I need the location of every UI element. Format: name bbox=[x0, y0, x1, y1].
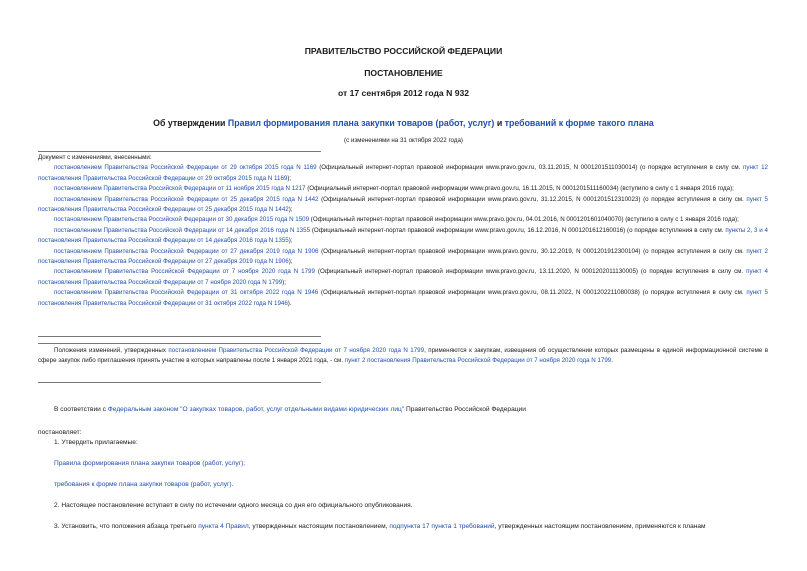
item-3 bbox=[38, 522, 768, 533]
requirements-subpoint17-link[interactable]: подпункта 17 пункта 1 требований bbox=[389, 523, 495, 530]
amendment-text: (Официальный интернет-портал правовой информации www.pravo.gov.ru, 13.11.2020, N 0001202011130005) (о порядке вступления в силу см. bbox=[314, 268, 747, 276]
date-number-heading: от 17 сентября 2012 года N 932 bbox=[337, 88, 470, 98]
title-prefix: Об утверждении bbox=[153, 118, 228, 128]
item-1: 1. Утвердить прилагаемые: bbox=[54, 439, 138, 446]
decrees-label: постановляет: bbox=[38, 429, 82, 436]
revision-status: (с изменениями на 31 октября 2022 года) bbox=[344, 137, 463, 144]
item3-text-2: , утвержденных настоящим постановлением, bbox=[248, 523, 390, 530]
amendment-item bbox=[38, 247, 768, 268]
rules-link[interactable]: Правил формирования плана закупки товаров (работ, услуг) bbox=[227, 118, 495, 128]
divider-top bbox=[38, 151, 321, 152]
amendment-link[interactable]: постановлением Правительства Российской Федерации от 11 ноября 2015 года N 1217 bbox=[54, 185, 306, 193]
federal-law-link[interactable]: Федеральным законом "О закупках товаров, работ, услуг отдельными видами юридических лиц" bbox=[107, 406, 405, 413]
note-link-point2[interactable]: пункт 2 постановления Правительства Российской Федерации от 7 ноября 2020 года N 1799 bbox=[344, 357, 612, 365]
amendment-effect-link[interactable]: пункт 4 постановления Правительства Российской Федерации от 7 ноября 2020 года N 1799 bbox=[38, 268, 768, 286]
amendment-tail: ); bbox=[288, 206, 293, 214]
preamble bbox=[38, 405, 768, 416]
rules-annex-link[interactable]: Правила формирования плана закупки товаров (работ, услуг); bbox=[54, 460, 246, 467]
preamble-text-1: В соответствии с bbox=[54, 406, 108, 413]
amendment-effect-link[interactable]: пункт 5 постановления Правительства Российской Федерации от 25 декабря 2015 года N 1442 bbox=[38, 195, 768, 214]
requirements-annex-link[interactable]: требования к форме плана закупки товаров (работ, услуг). bbox=[54, 481, 234, 488]
requirements-link[interactable]: требований к форме такого плана bbox=[504, 118, 654, 128]
document-type-heading: ПОСТАНОВЛЕНИЕ bbox=[364, 68, 443, 78]
amendment-item bbox=[38, 288, 768, 309]
item-1b bbox=[38, 480, 768, 491]
amendment-effect-link[interactable]: пункт 5 постановления Правительства Российской Федерации от 31 октября 2022 года N 1946 bbox=[38, 289, 768, 307]
document-title bbox=[0, 118, 807, 128]
amendment-tail: ); bbox=[282, 278, 286, 286]
amendment-tail: ); bbox=[287, 174, 292, 182]
amendment-effect-link[interactable]: пункт 2 постановления Правительства Российской Федерации от 27 декабря 2019 года N 1906 bbox=[38, 247, 768, 266]
amendment-link[interactable]: постановлением Правительства Российской Федерации от 31 октября 2022 года N 1946 bbox=[54, 289, 319, 297]
application-note bbox=[38, 346, 768, 367]
amendment-text: (Официальный интернет-портал правовой информации www.pravo.gov.ru, 16.12.2016, N 0001201612160016) (о порядке вступления в силу см. bbox=[310, 226, 726, 234]
divider-note-top bbox=[38, 336, 321, 337]
preamble-text-2: Правительство Российской Федерации bbox=[404, 406, 526, 413]
note-text-1: Положения изменений, утвержденных bbox=[54, 347, 169, 354]
amendment-text: (Официальный интернет-портал правовой информации www.pravo.gov.ru, 16.11.2015, N 0001201511160034) (вступило в силу с 1 января 2016 года); bbox=[305, 185, 734, 193]
amendment-item bbox=[38, 215, 768, 225]
amendment-text: (Официальный интернет-портал правовой информации www.pravo.gov.ru, 04.01.2016, N 0001201601040070) (вступило в силу с 1 января 2016 года); bbox=[309, 216, 739, 224]
item-2: 2. Настоящее постановление вступает в силу по истечении одного месяца со дня его официального опубликования. bbox=[54, 502, 413, 509]
item-1a bbox=[38, 459, 768, 470]
amendment-link[interactable]: постановлением Правительства Российской Федерации от 30 декабря 2015 года N 1509 bbox=[54, 216, 310, 224]
item3-text-1: 3. Установить, что положения абзаца третьего bbox=[54, 523, 199, 530]
note-text-2: , применяются к закупкам, извещения об осуществлении которых размещены в единой информационной системе в сфере закупок либо приглашения принять участие в которых направлены после 1 января 2021 года, - см. bbox=[38, 347, 768, 365]
amendment-link[interactable]: постановлением Правительства Российской Федерации от 7 ноября 2020 года N 1799 bbox=[54, 268, 315, 276]
divider-note-bottom bbox=[38, 382, 321, 383]
amendment-items bbox=[38, 163, 768, 309]
issuer-heading: ПРАВИТЕЛЬСТВО РОССИЙСКОЙ ФЕДЕРАЦИИ bbox=[304, 46, 503, 56]
amendment-tail: ); bbox=[288, 258, 293, 266]
amendment-effect-link[interactable]: пункты 2, 3 и 4 постановления Правительства Российской Федерации от 14 декабря 2016 года N 1355 bbox=[38, 226, 769, 245]
amendment-link[interactable]: постановлением Правительства Российской Федерации от 14 декабря 2016 года N 1355 bbox=[54, 226, 311, 234]
rules-point4-link[interactable]: пункта 4 Правил bbox=[198, 523, 249, 530]
amendment-text: (Официальный интернет-портал правовой информации www.pravo.gov.ru, 03.11.2015, N 0001201511030014) (о порядке вступления в силу см. bbox=[316, 164, 744, 172]
title-mid: и bbox=[494, 118, 505, 128]
item3-text-3: , утвержденных настоящим постановлением, применяются к планам bbox=[494, 523, 706, 530]
amendment-item bbox=[38, 226, 768, 247]
amendments-list bbox=[38, 153, 768, 309]
amendment-text: (Официальный интернет-портал правовой информации www.pravo.gov.ru, 31.12.2015, N 0001201512310023) (о порядке вступления в силу см. bbox=[318, 195, 747, 203]
note-text-3: . bbox=[611, 357, 613, 365]
amendment-text: (Официальный интернет-портал правовой информации www.pravo.gov.ru, 30.12.2019, N 0001201912300104) (о порядке вступления в силу см. bbox=[318, 247, 747, 255]
note-link-1799[interactable]: постановлением Правительства Российской Федерации от 7 ноября 2020 года N 1799 bbox=[168, 347, 425, 354]
amendment-effect-link[interactable]: пункт 12 постановления Правительства Российской Федерации от 29 октября 2015 года N 1169 bbox=[38, 164, 769, 182]
amendment-tail: ). bbox=[287, 299, 292, 307]
amendment-item bbox=[38, 195, 768, 216]
divider-note-top-2 bbox=[38, 343, 321, 344]
amendment-text: (Официальный интернет-портал правовой информации www.pravo.gov.ru, 08.11.2022, N 0001202211080038) (о порядке вступления в силу см. bbox=[318, 289, 747, 297]
amendment-item bbox=[38, 184, 768, 194]
amendment-tail: ); bbox=[288, 237, 293, 245]
amendment-link[interactable]: постановлением Правительства Российской Федерации от 25 декабря 2015 года N 1442 bbox=[54, 195, 319, 203]
amendment-link[interactable]: постановлением Правительства Российской Федерации от 27 декабря 2019 года N 1906 bbox=[54, 247, 319, 255]
amendment-item bbox=[38, 163, 768, 184]
amendment-link[interactable]: постановлением Правительства Российской Федерации от 29 октября 2015 года N 1169 bbox=[54, 164, 317, 172]
amendments-intro: Документ с изменениями, внесенными: bbox=[38, 154, 152, 161]
amendment-item bbox=[38, 267, 768, 288]
